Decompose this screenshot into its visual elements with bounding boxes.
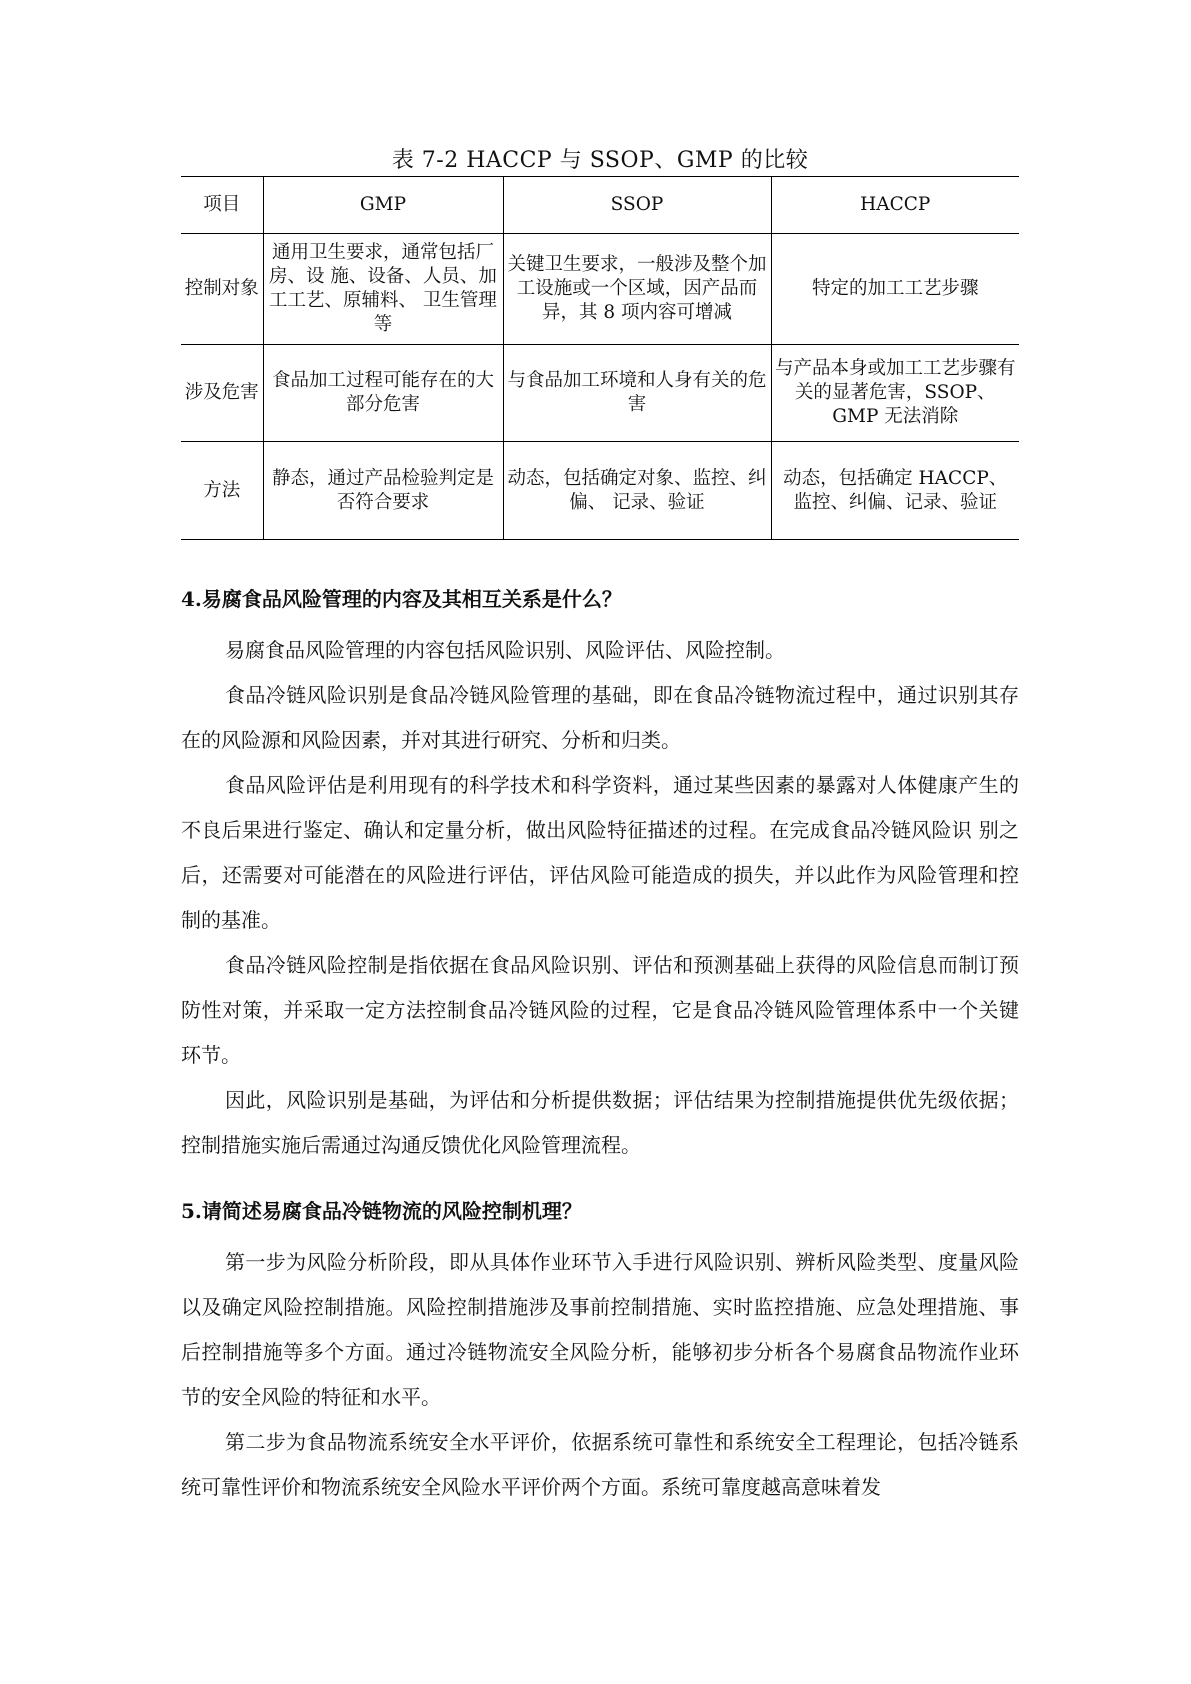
table-cell-haccp: 特定的加工工艺步骤 [771, 234, 1019, 345]
paragraph: 第一步为风险分析阶段，即从具体作业环节入手进行风险识别、辨析风险类型、度量风险以及确定风险控制措施。风险控制措施涉及事前控制措施、实时监控措施、应急处理措施、事后控制措施等多个方面。通过冷链物流安全风险分析，能够初步分析各个易腐食品物流作业环节的安全风险的特征和水平。 [181, 1250, 1019, 1409]
table-caption: 表 7-2 HACCP 与 SSOP、GMP 的比较 [391, 148, 809, 173]
table-header-row [181, 177, 1019, 234]
paragraph: 易腐食品风险管理的内容包括风险识别、风险评估、风险控制。 [225, 638, 785, 662]
paragraph: 因此，风险识别是基础，为评估和分析提供数据；评估结果为控制措施提供优先级依据；控制措施实施后需通过沟通反馈优化风险管理流程。 [181, 1088, 1019, 1157]
paragraph: 食品风险评估是利用现有的科学技术和科学资料，通过某些因素的暴露对人体健康产生的不良后果进行鉴定、确认和定量分析，做出风险特征描述的过程。在完成食品冷链风险识 别之后，还需要对可能潜在的风险进行评估，评估风险可能造成的损失，并以此作为风险管理和控制的基准。 [181, 773, 1019, 932]
table-cell-gmp: 食品加工过程可能存在的大部分危害 [263, 345, 503, 442]
row-label: 控制对象 [181, 234, 263, 345]
comparison-table [181, 176, 1019, 540]
row-label: 涉及危害 [181, 345, 263, 442]
table-cell-ssop: 与食品加工环境和人身有关的危害 [503, 345, 771, 442]
table-cell-haccp: 动态，包括确定 HACCP、监控、纠偏、记录、验证 [771, 442, 1019, 540]
table-cell-gmp: 通用卫生要求，通常包括厂房、设 施、设备、人员、加工工艺、原辅料、 卫生管理等 [263, 234, 503, 345]
table-row [181, 345, 1019, 442]
section-5-heading: 5.请简述易腐食品冷链物流的风险控制机理？ [181, 1199, 582, 1223]
header-cell-ssop: SSOP [503, 177, 771, 234]
table-row [181, 234, 1019, 345]
table-cell-ssop: 动态，包括确定对象、监控、纠偏、 记录、验证 [503, 442, 771, 540]
section-4-heading: 4.易腐食品风险管理的内容及其相互关系是什么？ [181, 587, 622, 611]
header-cell-haccp: HACCP [771, 177, 1019, 234]
paragraph: 食品冷链风险控制是指依据在食品风险识别、评估和预测基础上获得的风险信息而制订预防性对策，并采取一定方法控制食品冷链风险的过程，它是食品冷链风险管理体系中一个关键环节。 [181, 953, 1019, 1067]
header-cell-gmp: GMP [263, 177, 503, 234]
paragraph: 食品冷链风险识别是食品冷链风险管理的基础，即在食品冷链物流过程中，通过识别其存在的风险源和风险因素，并对其进行研究、分析和归类。 [181, 683, 1019, 752]
table-cell-haccp: 与产品本身或加工工艺步骤有关的显著危害，SSOP、GMP 无法消除 [771, 345, 1019, 442]
row-label: 方法 [181, 442, 263, 540]
paragraph: 第二步为食品物流系统安全水平评价，依据系统可靠性和系统安全工程理论，包括冷链系统可靠性评价和物流系统安全风险水平评价两个方面。系统可靠度越高意味着发 [181, 1430, 1019, 1499]
header-cell-item: 项目 [181, 177, 263, 234]
table-cell-gmp: 静态，通过产品检验判定是否符合要求 [263, 442, 503, 540]
table-cell-ssop: 关键卫生要求，一般涉及整个加 工设施或一个区域，因产品而异，其 8 项内容可增减 [503, 234, 771, 345]
table-row [181, 442, 1019, 540]
